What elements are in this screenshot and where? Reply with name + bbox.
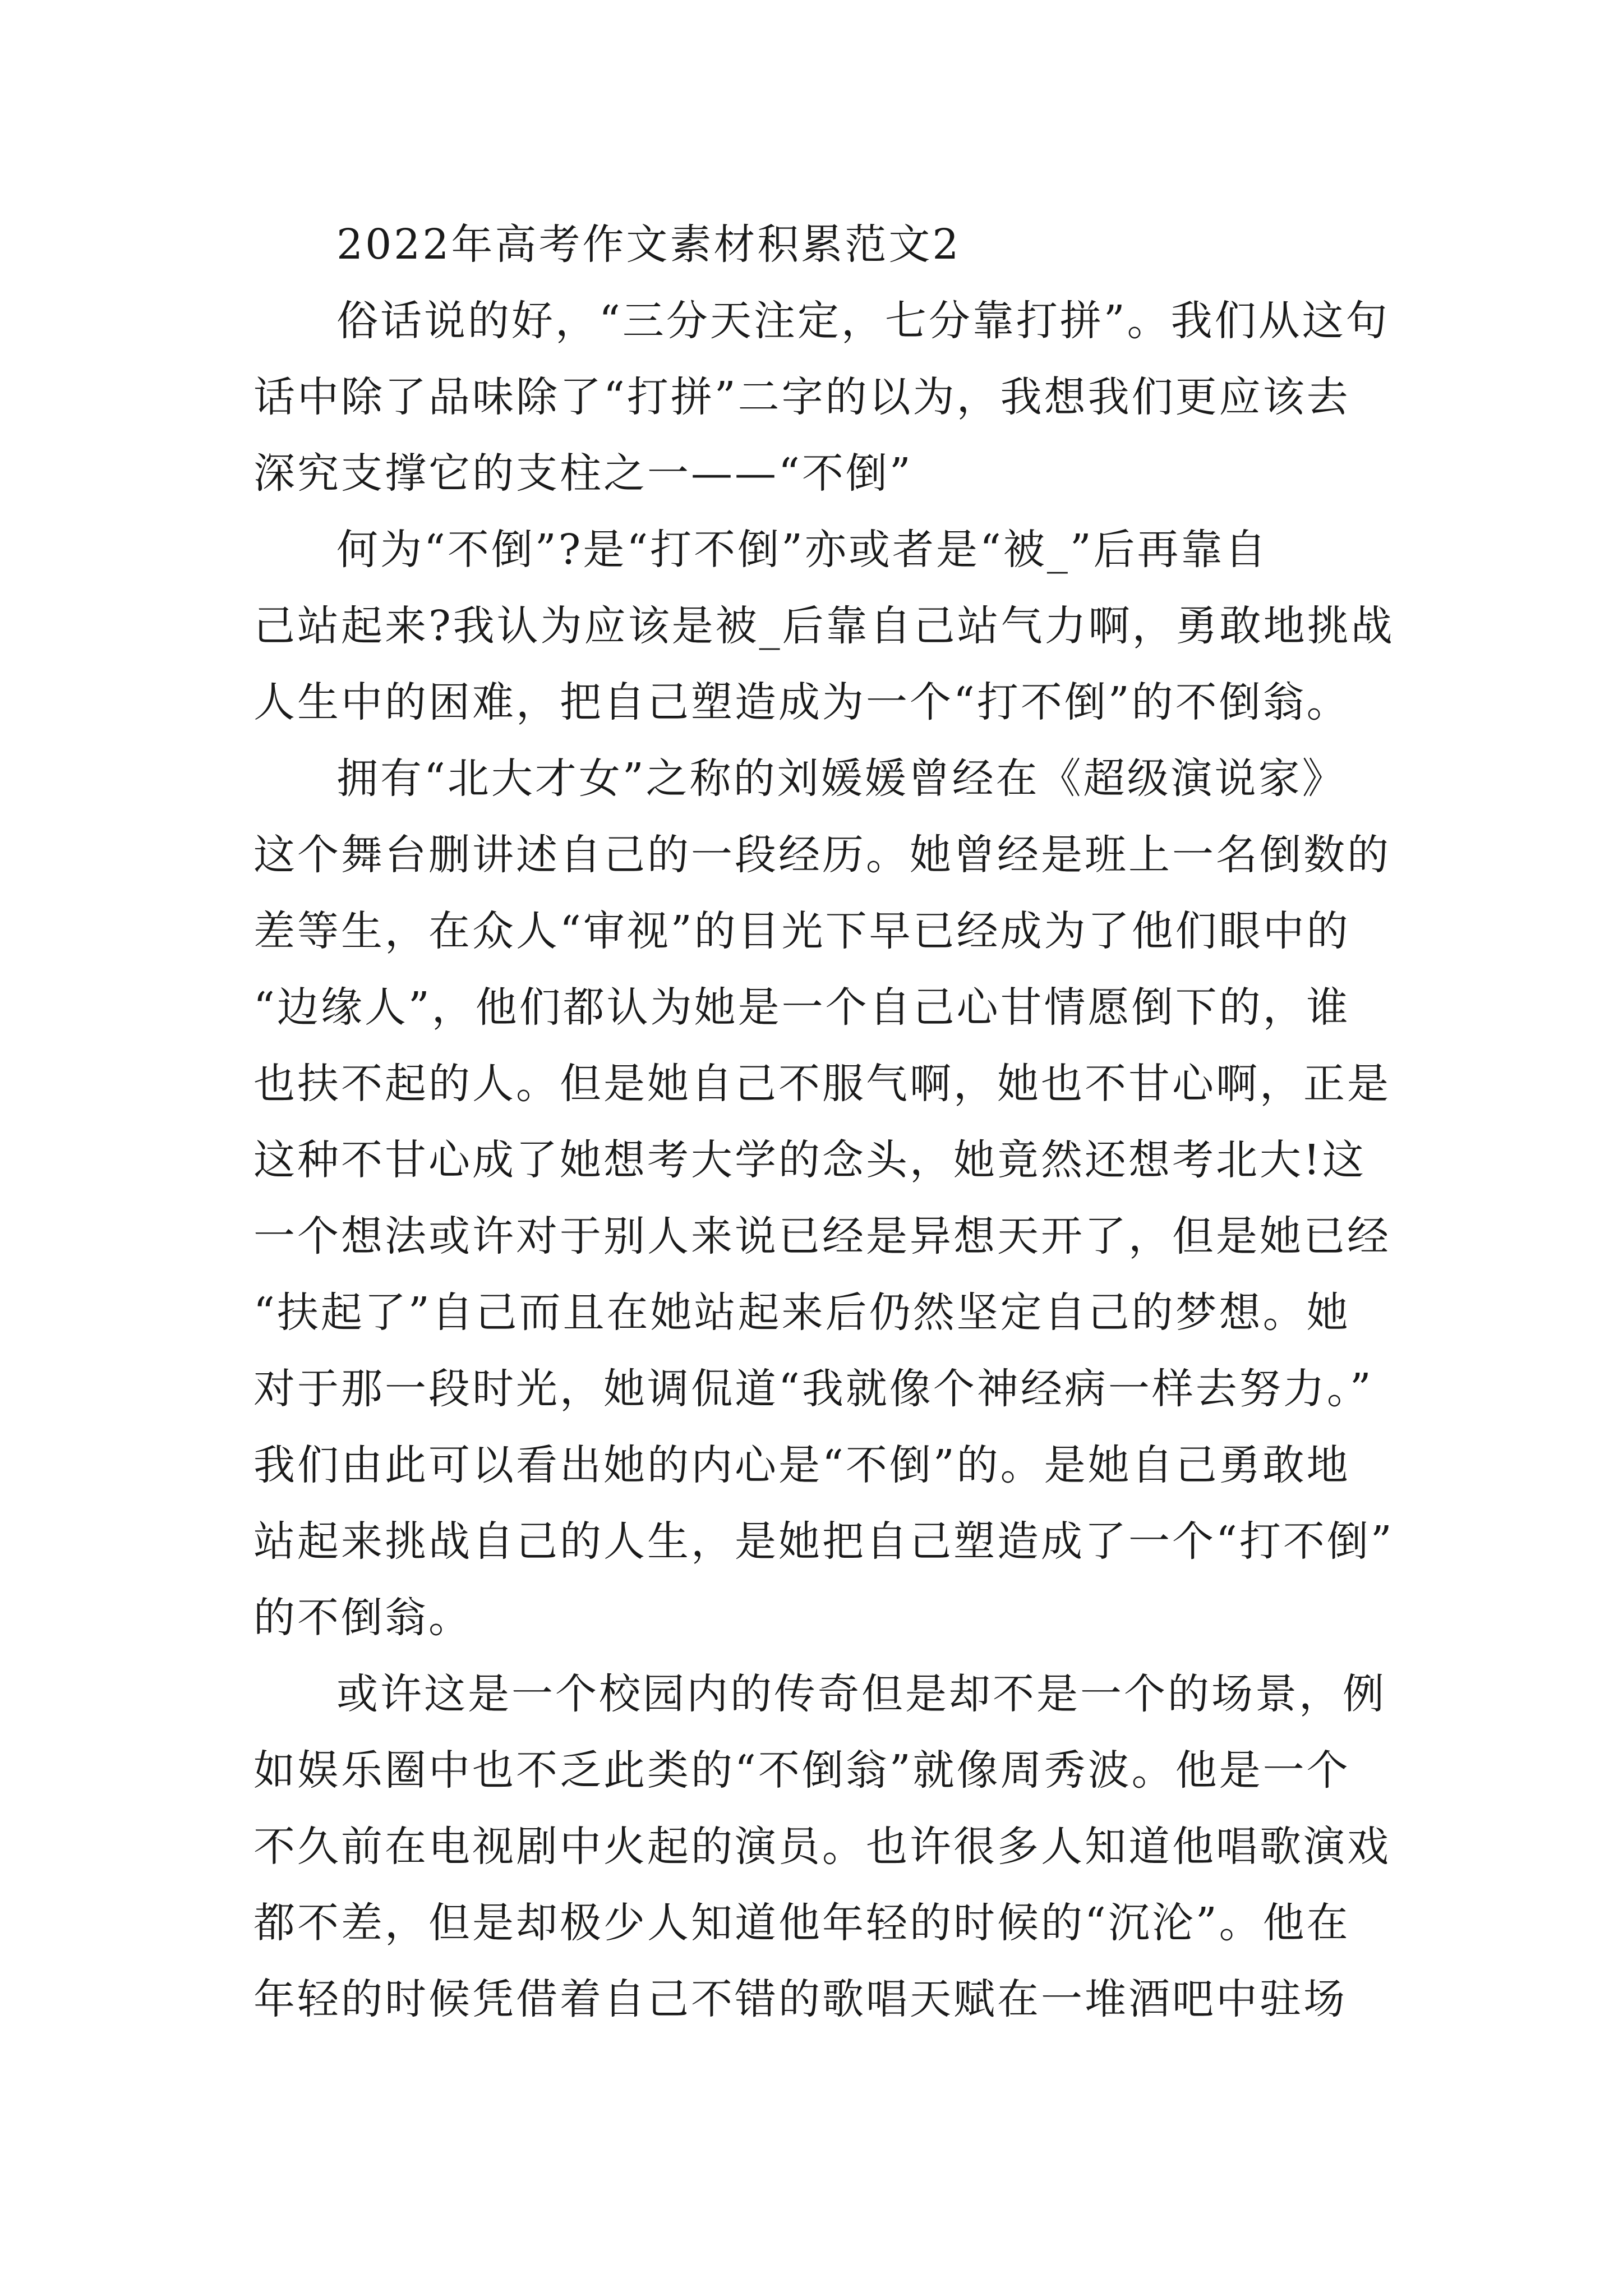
paragraph-line: 对于那一段时光，她调侃道“我就像个神经病一样去努力。” <box>253 1365 1373 1413</box>
paragraph-2 <box>253 512 1395 740</box>
paragraph-line: 己站起来?我认为应该是被_后靠自己站气力啊，勇敢地挑战 <box>253 602 1395 650</box>
paragraph-line: 俗话说的好，“三分天注定，七分靠打拼”。我们从这句 <box>336 297 1390 345</box>
paragraph-line: 这个舞台删讲述自己的一段经历。她曾经是班上一名倒数的 <box>253 831 1391 879</box>
paragraph-line: “扶起了”自己而且在她站起来后仍然坚定自己的梦想。她 <box>253 1289 1350 1337</box>
document-body <box>253 206 1395 2037</box>
paragraph-3 <box>253 740 1394 1656</box>
paragraph-line: 一个想法或许对于别人来说已经是异想天开了，但是她已经 <box>253 1212 1391 1260</box>
paragraph-line: 都不差，但是却极少人知道他年轻的时候的“沉沦”。他在 <box>253 1899 1350 1947</box>
paragraph-line: “边缘人”，他们都认为她是一个自己心甘情愿倒下的，谁 <box>253 983 1350 1032</box>
paragraph-line: 差等生，在众人“审视”的目光下早已经成为了他们眼中的 <box>253 907 1350 955</box>
paragraph-line: 话中除了品味除了“打拼”二字的以为，我想我们更应该去 <box>253 373 1350 421</box>
paragraph-line: 深究支撑它的支柱之一——“不倒” <box>253 449 913 498</box>
paragraph-line: 的不倒翁。 <box>253 1594 472 1642</box>
paragraph-line: 这种不甘心成了她想考大学的念头，她竟然还想考北大!这 <box>253 1136 1366 1184</box>
paragraph-line: 不久前在电视剧中火起的演员。也许很多人知道他唱歌演戏 <box>253 1823 1391 1871</box>
paragraph-line: 也扶不起的人。但是她自己不服气啊，她也不甘心啊，正是 <box>253 1060 1391 1108</box>
paragraph-4 <box>253 1656 1391 2037</box>
paragraph-line: 年轻的时候凭借着自己不错的歌唱天赋在一堆酒吧中驻场 <box>253 1975 1347 2023</box>
paragraph-line: 站起来挑战自己的人生，是她把自己塑造成了一个“打不倒” <box>253 1517 1394 1566</box>
paragraph-1 <box>253 283 1390 512</box>
paragraph-line: 人生中的困难，把自己塑造成为一个“打不倒”的不倒翁。 <box>253 678 1350 726</box>
paragraph-line: 或许这是一个校园内的传奇但是却不是一个的场景，例 <box>336 1670 1386 1718</box>
paragraph-line: 如娱乐圈中也不乏此类的“不倒翁”就像周秀波。他是一个 <box>253 1746 1350 1795</box>
document-title: 2022年高考作文素材积累范文2 <box>336 220 961 269</box>
paragraph-line: 何为“不倒”?是“打不倒”亦或者是“被_”后再靠自 <box>336 526 1269 574</box>
paragraph-line: 我们由此可以看出她的内心是“不倒”的。是她自己勇敢地 <box>253 1441 1350 1489</box>
paragraph-line: 拥有“北大才女”之称的刘媛媛曾经在《超级演说家》 <box>336 754 1346 803</box>
